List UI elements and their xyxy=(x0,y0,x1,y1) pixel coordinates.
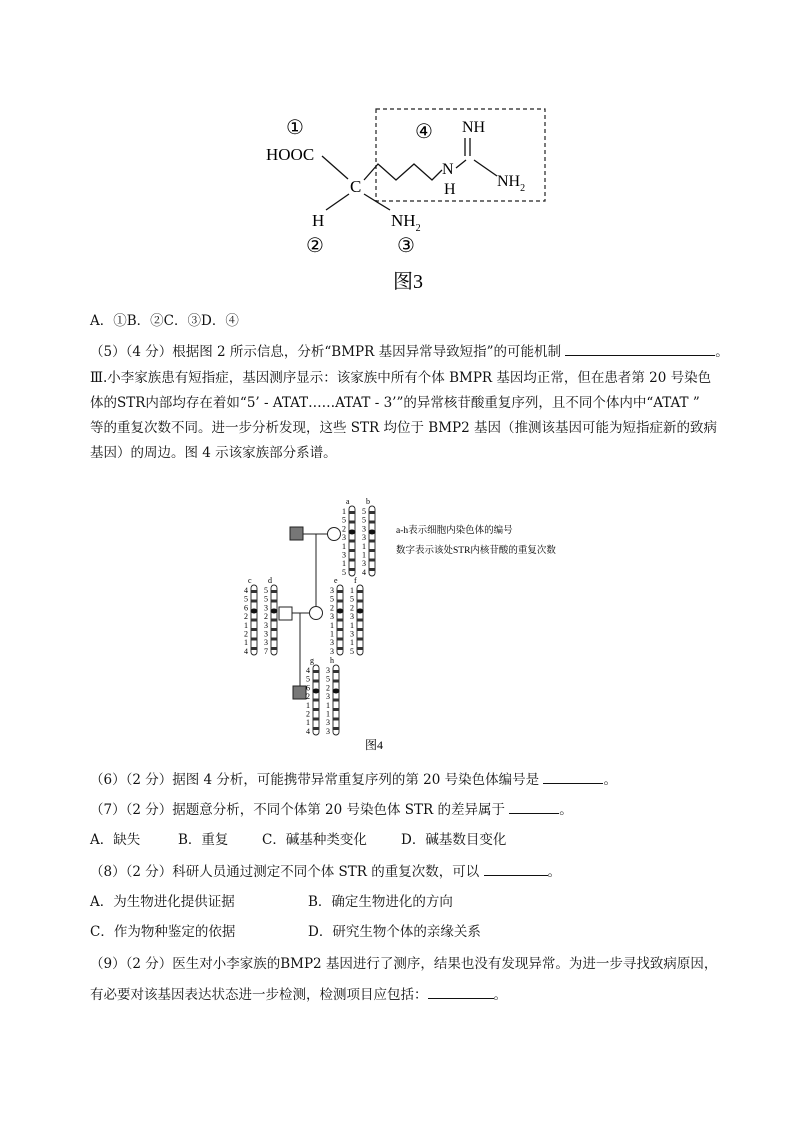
q6-text: （6）（2 分）据图 4 分析，可能携带异常重复序列的第 20 号染色体编号是 xyxy=(90,772,540,788)
str-repeat-count: 1 xyxy=(362,541,366,551)
chromosome-band xyxy=(271,600,277,603)
chromosome-band xyxy=(369,540,375,543)
q9-text: 有必要对该基因表达状态进一步检测，检测项目应包括： xyxy=(90,987,428,1003)
str-repeat-count: 3 xyxy=(264,620,268,630)
str-repeat-count: 3 xyxy=(326,718,330,728)
chromosome-band xyxy=(357,638,363,641)
str-repeat-count: 2 xyxy=(342,524,346,534)
chromosome-band xyxy=(313,680,319,683)
chromosome-band xyxy=(271,638,277,641)
q7-answer-blank[interactable] xyxy=(509,799,559,814)
str-repeat-count: 1 xyxy=(350,620,354,630)
section-3-line: 基因）的周边。图 4 示该家族部分系谱。 xyxy=(90,445,337,461)
centromere xyxy=(357,609,364,614)
str-repeat-count: 5 xyxy=(350,594,354,604)
q8-question xyxy=(90,861,561,882)
chromosome-pairs xyxy=(244,497,376,736)
q7-option-a[interactable]: A．缺失 xyxy=(90,832,141,848)
chromosome-band xyxy=(357,647,363,650)
str-repeat-count: 2 xyxy=(244,629,248,639)
str-repeat-count: 1 xyxy=(244,620,248,630)
figure-4-pedigree xyxy=(200,495,620,760)
chromosome-band xyxy=(337,619,343,622)
chromosome-pair xyxy=(330,576,364,656)
str-repeat-count: 3 xyxy=(330,638,334,648)
q7-option-b[interactable]: B．重复 xyxy=(178,832,229,848)
str-repeat-count: 1 xyxy=(342,507,346,516)
legend-line-2: 数字表示该处STR内核苷酸的重复次数 xyxy=(396,546,556,556)
q9-line-1: （9）（2 分）医生对小李家族的BMP2 基因进行了测序，结果也没有发现异常。为进一步寻找致病原因， xyxy=(90,956,718,972)
str-repeat-count: 4 xyxy=(362,567,366,577)
chromosome-band xyxy=(349,559,355,562)
chromosome-band xyxy=(313,699,319,702)
chromosome-band xyxy=(251,638,257,641)
str-repeat-count: 3 xyxy=(326,666,330,675)
group-nh2-main: $NH_2$ xyxy=(391,211,421,234)
str-repeat-count: 1 xyxy=(330,629,334,639)
q8-answer-blank[interactable] xyxy=(484,861,548,876)
chromosome-band xyxy=(333,708,339,711)
str-repeat-count: 5 xyxy=(264,594,268,604)
label-3: ③ xyxy=(397,235,415,257)
chromosome-band xyxy=(337,600,343,603)
legend-line-1: a-h表示细胞内染色体的编号 xyxy=(396,526,513,536)
chromosome-label: g xyxy=(310,656,314,665)
chromosome-pair xyxy=(306,656,340,736)
chromosome-pair xyxy=(244,576,278,656)
str-repeat-count: 3 xyxy=(330,612,334,622)
str-repeat-count: 5 xyxy=(362,515,366,525)
label-4: ④ xyxy=(415,121,433,143)
chromosome-band xyxy=(333,680,339,683)
q7-end: 。 xyxy=(559,802,573,818)
male-gen2 xyxy=(279,607,292,620)
chromosome-band xyxy=(271,628,277,631)
chromosome-label: f xyxy=(354,576,357,585)
str-repeat-count: 5 xyxy=(362,507,366,516)
str-repeat-count: 4 xyxy=(244,586,248,595)
atom-n: N xyxy=(442,161,454,178)
str-repeat-count: 5 xyxy=(326,674,330,684)
chromosome-band xyxy=(369,511,375,514)
atom-h-imino: H xyxy=(444,181,456,198)
str-repeat-count: 3 xyxy=(330,586,334,595)
chromosome-band xyxy=(337,590,343,593)
chromosome-band xyxy=(357,600,363,603)
q7-question xyxy=(90,799,573,820)
q6-end: 。 xyxy=(603,772,617,788)
str-repeat-count: 3 xyxy=(350,629,354,639)
str-repeat-count: 5 xyxy=(342,515,346,525)
str-repeat-count: 3 xyxy=(264,629,268,639)
str-repeat-count: 2 xyxy=(244,612,248,622)
str-repeat-count: 1 xyxy=(362,550,366,560)
chromosome-band xyxy=(271,647,277,650)
atom-h: H xyxy=(312,211,325,230)
q8-option-c[interactable]: C．作为物种鉴定的依据 xyxy=(90,924,236,940)
label-2: ② xyxy=(306,235,324,257)
str-repeat-count: 5 xyxy=(264,586,268,595)
group-nh: NH xyxy=(462,119,486,136)
q8-text: （8）（2 分）科研人员通过测定不同个体 STR 的重复次数，可以 xyxy=(90,864,480,880)
q5-answer-blank[interactable] xyxy=(565,341,715,356)
str-repeat-count: 5 xyxy=(350,646,354,656)
chromosome-band xyxy=(357,590,363,593)
str-repeat-count: 3 xyxy=(330,646,334,656)
str-repeat-count: 7 xyxy=(264,646,268,656)
chromosome-band xyxy=(349,568,355,571)
chromosome-band xyxy=(369,521,375,524)
str-repeat-count: 4 xyxy=(306,666,310,675)
section-3-line: Ⅲ.小李家族患有短指症，基因测序显示：该家族中所有个体 BMPR 基因均正常，但在患者第 20 号染色 xyxy=(90,370,712,386)
q7-option-c[interactable]: C．碱基种类变化 xyxy=(262,832,367,848)
q8-option-d[interactable]: D．研究生物个体的亲缘关系 xyxy=(308,924,481,940)
q9-end: 。 xyxy=(493,987,507,1003)
chromosome-band xyxy=(333,727,339,730)
str-repeat-count: 1 xyxy=(350,586,354,595)
centromere xyxy=(271,609,278,614)
chromosome-band xyxy=(333,699,339,702)
q9-line-2 xyxy=(90,984,507,1005)
q8-end: 。 xyxy=(547,864,562,880)
chromosome-band xyxy=(251,619,257,622)
chromosome-band xyxy=(369,568,375,571)
str-repeat-count: 1 xyxy=(330,620,334,630)
str-repeat-count: 5 xyxy=(306,674,310,684)
chromosome-band xyxy=(333,670,339,673)
q6-answer-blank[interactable] xyxy=(543,769,603,784)
str-repeat-count: 3 xyxy=(342,533,346,543)
chromosome-label: a xyxy=(346,497,350,506)
str-repeat-count: 1 xyxy=(326,709,330,719)
q7-option-d[interactable]: D．碱基数目变化 xyxy=(401,832,507,848)
str-repeat-count: 2 xyxy=(326,683,330,693)
chromosome-label: h xyxy=(330,656,334,665)
str-repeat-count: 5 xyxy=(342,567,346,577)
q6-question xyxy=(90,769,617,790)
chromosome-band xyxy=(357,628,363,631)
str-repeat-count: 3 xyxy=(326,692,330,702)
str-repeat-count: 1 xyxy=(306,718,310,728)
chromosome-band xyxy=(349,511,355,514)
chromosome-band xyxy=(349,521,355,524)
q8-option-b[interactable]: B．确定生物进化的方向 xyxy=(308,894,453,910)
str-repeat-count: 1 xyxy=(326,700,330,710)
str-repeat-count: 3 xyxy=(362,533,366,543)
chromosome-band xyxy=(251,628,257,631)
str-repeat-count: 6 xyxy=(244,603,248,613)
centromere xyxy=(251,609,258,614)
chromosome-band xyxy=(357,619,363,622)
figure-4-caption: 图4 xyxy=(365,738,384,752)
centromere xyxy=(349,530,356,535)
str-repeat-count: 3 xyxy=(264,638,268,648)
section-3-line: 等的重复次数不同。进一步分析发现，这些 STR 均位于 BMP2 基因（推测该基因可能为短指症新的致病 xyxy=(90,420,717,436)
section-3-line: 体的STR内部均存在着如“5’ - ATAT……ATAT - 3’”的异常核苷酸重复序列，且不同个体内中“ATAT ” xyxy=(90,395,700,411)
female-gen2 xyxy=(310,607,323,620)
str-repeat-count: 3 xyxy=(362,524,366,534)
q5-text: （5）（4 分）根据图 2 所示信息，分析“BMPR 基因异常导致短指”的可能机制 xyxy=(90,344,561,360)
q5-question xyxy=(90,341,729,362)
str-repeat-count: 3 xyxy=(350,612,354,622)
affected-male-gen3 xyxy=(293,686,306,699)
str-repeat-count: 3 xyxy=(264,603,268,613)
chromosome-band xyxy=(313,718,319,721)
str-repeat-count: 4 xyxy=(306,726,310,736)
section-3-text xyxy=(90,366,722,466)
group-cooh: HOOC xyxy=(266,145,315,164)
str-repeat-count: 5 xyxy=(244,594,248,604)
chromosome-band xyxy=(337,638,343,641)
chromosome-band xyxy=(251,647,257,650)
atom-c: C xyxy=(350,177,362,196)
centromere xyxy=(369,530,376,535)
chromosome-band xyxy=(313,670,319,673)
chromosome-band xyxy=(337,647,343,650)
str-repeat-count: 3 xyxy=(342,550,346,560)
chromosome-band xyxy=(333,718,339,721)
chromosome-band xyxy=(251,600,257,603)
centromere xyxy=(333,689,340,694)
chromosome-band xyxy=(349,540,355,543)
chromosome-label: c xyxy=(248,576,252,585)
str-repeat-count: 6 xyxy=(306,683,310,693)
chromosome-band xyxy=(349,549,355,552)
group-nh2-side: $NH_2$ xyxy=(497,173,526,194)
chromosome-pair xyxy=(342,497,376,577)
q7-text: （7）（2 分）据题意分析，不同个体第 20 号染色体 STR 的差异属于 xyxy=(90,802,505,818)
str-repeat-count: 2 xyxy=(350,603,354,613)
figure-3-structure xyxy=(250,100,560,300)
figure-3-caption: 图3 xyxy=(393,271,423,293)
str-repeat-count: 3 xyxy=(326,726,330,736)
str-repeat-count: 1 xyxy=(306,700,310,710)
chromosome-label: e xyxy=(334,576,338,585)
q9-answer-blank[interactable] xyxy=(428,984,494,999)
str-repeat-count: 1 xyxy=(342,559,346,569)
q8-option-a[interactable]: A．为生物进化提供证据 xyxy=(90,894,235,910)
chromosome-band xyxy=(251,590,257,593)
chromosome-band xyxy=(313,708,319,711)
q5-end: 。 xyxy=(715,344,729,360)
centromere xyxy=(313,689,320,694)
chromosome-band xyxy=(313,727,319,730)
str-repeat-count: 1 xyxy=(244,638,248,648)
chromosome-band xyxy=(271,619,277,622)
str-repeat-count: 2 xyxy=(330,603,334,613)
bonds xyxy=(322,138,497,210)
str-repeat-count: 5 xyxy=(330,594,334,604)
q4-options: A．①B．②C．③D．④ xyxy=(90,313,239,329)
str-repeat-count: 4 xyxy=(244,646,248,656)
str-repeat-count: 2 xyxy=(264,612,268,622)
chromosome-label: d xyxy=(268,576,272,585)
str-repeat-count: 3 xyxy=(362,559,366,569)
chromosome-band xyxy=(369,559,375,562)
str-repeat-count: 2 xyxy=(306,692,310,702)
chromosome-band xyxy=(369,549,375,552)
affected-male-gen1 xyxy=(290,527,303,540)
chromosome-band xyxy=(337,628,343,631)
str-repeat-count: 1 xyxy=(350,638,354,648)
chromosome-band xyxy=(271,590,277,593)
centromere xyxy=(337,609,344,614)
chromosome-label: b xyxy=(366,497,370,506)
str-repeat-count: 1 xyxy=(342,541,346,551)
label-1: ① xyxy=(286,117,304,139)
female-gen1 xyxy=(328,528,341,541)
str-repeat-count: 2 xyxy=(306,709,310,719)
